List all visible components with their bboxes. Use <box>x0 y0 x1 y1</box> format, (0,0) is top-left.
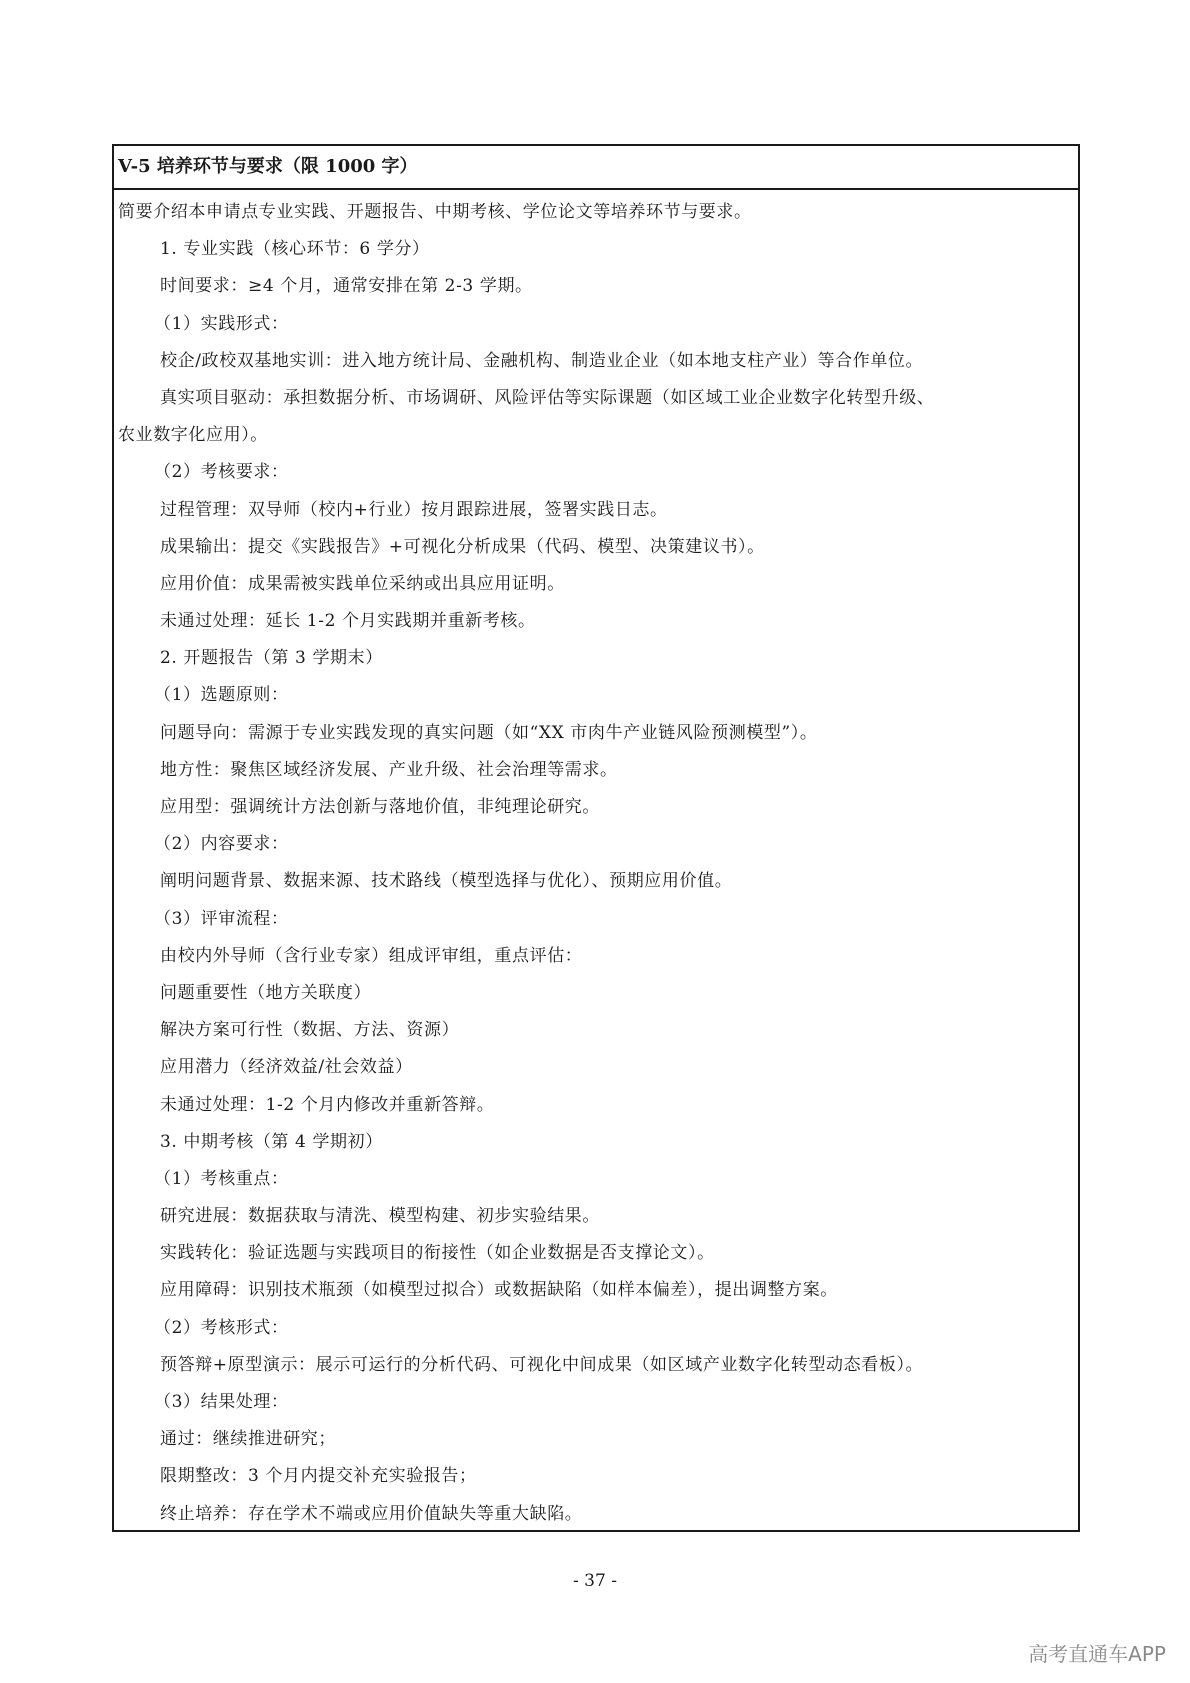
text-line: 地方性：聚焦区域经济发展、产业升级、社会治理等需求。 <box>160 759 618 780</box>
text-line: （1）考核重点： <box>154 1168 289 1189</box>
text-line: 成果输出：提交《实践报告》+可视化分析成果（代码、模型、决策建议书）。 <box>160 536 765 557</box>
section-frame <box>112 144 1080 1532</box>
text-line: 校企/政校双基地实训：进入地方统计局、金融机构、制造业企业（如本地支柱产业）等合作单位。 <box>160 350 924 371</box>
text-line: 终止培养：存在学术不端或应用价值缺失等重大缺陷。 <box>160 1503 583 1524</box>
text-line: 问题重要性（地方关联度） <box>160 982 372 1003</box>
text-line: 过程管理：双导师（校内+行业）按月跟踪进展，签署实践日志。 <box>160 499 668 520</box>
text-line: （3）结果处理： <box>154 1392 289 1412</box>
text-line: 应用障碍：识别技术瓶颈（如模型过拟合）或数据缺陷（如样本偏差），提出调整方案。 <box>160 1280 838 1301</box>
text-line: 通过：继续推进研究； <box>160 1429 336 1450</box>
text-line: 由校内外导师（含行业专家）组成评审组，重点评估： <box>160 945 583 966</box>
text-line: 时间要求：≥4 个月，通常安排在第 2-3 学期。 <box>160 276 533 297</box>
text-line: 未通过处理：1-2 个月内修改并重新答辩。 <box>160 1094 495 1115</box>
text-line: 阐明问题背景、数据来源、技术路线（模型选择与优化）、预期应用价值。 <box>160 871 733 892</box>
section-body <box>114 190 1078 1533</box>
text-line: 应用价值：成果需被实践单位采纳或出具应用证明。 <box>160 573 565 594</box>
text-line: 限期整改：3 个月内提交补充实验报告； <box>160 1466 477 1487</box>
text-line: 3. 中期考核（第 4 学期初） <box>160 1131 383 1152</box>
text-line: （2）内容要求： <box>154 834 289 855</box>
text-line: 问题导向：需源于专业实践发现的真实问题（如“XX 市肉牛产业链风险预测模型”）。 <box>160 722 818 743</box>
text-line: 1. 专业实践（核心环节：6 学分） <box>160 239 430 260</box>
text-line: 农业数字化应用）。 <box>118 425 268 446</box>
text-line: （3）评审流程： <box>154 908 289 929</box>
section-title: V-5 培养环节与要求（限 1000 字） <box>114 146 1078 190</box>
text-line: （2）考核形式： <box>154 1317 289 1338</box>
text-line: 应用潜力（经济效益/社会效益） <box>160 1057 413 1078</box>
text-line: 研究进展：数据获取与清洗、模型构建、初步实验结果。 <box>160 1206 600 1227</box>
text-line: 预答辩+原型演示：展示可运行的分析代码、可视化中间成果（如区域产业数字化转型动态看板）。 <box>160 1354 924 1375</box>
text-line: 2. 开题报告（第 3 学期末） <box>160 648 383 669</box>
text-line: （2）考核要求： <box>154 462 289 483</box>
text-line: 未通过处理：延长 1-2 个月实践期并重新考核。 <box>160 611 536 632</box>
text-line: （1）选题原则： <box>154 685 289 706</box>
text-line: 真实项目驱动：承担数据分析、市场调研、风险评估等实际课题（如区域工业企业数字化转型升级、 <box>160 387 935 408</box>
page-number: - 37 - <box>573 1571 617 1591</box>
text-line: 应用型：强调统计方法创新与落地价值，非纯理论研究。 <box>160 797 600 817</box>
text-line: 实践转化：验证选题与实践项目的衔接性（如企业数据是否支撑论文）。 <box>160 1243 715 1264</box>
text-line: （1）实践形式： <box>154 313 289 334</box>
text-line: 简要介绍本申请点专业实践、开题报告、中期考核、学位论文等培养环节与要求。 <box>118 202 752 222</box>
watermark: 高考直通车APP <box>1028 1642 1166 1666</box>
text-line: 解决方案可行性（数据、方法、资源） <box>160 1020 460 1041</box>
